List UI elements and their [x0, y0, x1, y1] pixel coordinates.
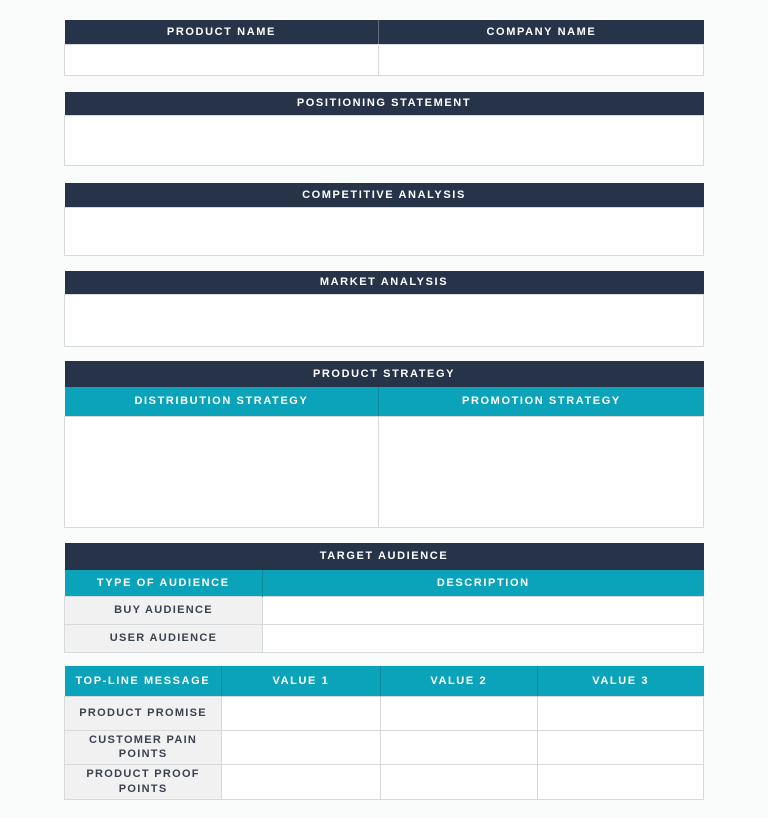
buy-audience-description-cell[interactable] — [263, 597, 704, 625]
user-audience-label: USER AUDIENCE — [65, 625, 263, 653]
competitive-analysis-cell[interactable] — [65, 207, 704, 255]
name-table — [64, 20, 704, 76]
top-line-message-header: TOP-LINE MESSAGE — [65, 666, 222, 696]
market-analysis-cell[interactable] — [65, 295, 704, 347]
competitive-analysis-header: COMPETITIVE ANALYSIS — [65, 183, 704, 207]
product-proof-points-label: PRODUCT PROOF POINTS — [65, 765, 222, 800]
positioning-statement-section — [64, 92, 704, 167]
type-of-audience-header: TYPE OF AUDIENCE — [65, 570, 263, 597]
product-name-cell[interactable] — [65, 44, 379, 75]
market-analysis-section — [64, 271, 704, 348]
product-name-header: PRODUCT NAME — [65, 20, 379, 44]
company-name-cell[interactable] — [379, 44, 704, 75]
user-audience-description-cell[interactable] — [263, 625, 704, 653]
description-header: DESCRIPTION — [263, 570, 704, 597]
market-analysis-header: MARKET ANALYSIS — [65, 271, 704, 295]
customer-pain-points-value-3-cell[interactable] — [537, 730, 703, 765]
product-promise-value-1-cell[interactable] — [222, 696, 380, 730]
value-3-header: VALUE 3 — [537, 666, 703, 696]
message-matrix-section — [64, 666, 704, 800]
promotion-strategy-cell[interactable] — [379, 416, 704, 527]
buy-audience-label: BUY AUDIENCE — [65, 597, 263, 625]
positioning-statement-header: POSITIONING STATEMENT — [65, 92, 704, 116]
target-audience-header: TARGET AUDIENCE — [65, 543, 704, 570]
customer-pain-points-label: CUSTOMER PAIN POINTS — [65, 730, 222, 765]
positioning-statement-cell[interactable] — [65, 116, 704, 166]
product-strategy-section — [64, 361, 704, 528]
product-strategy-header: PRODUCT STRATEGY — [65, 361, 704, 387]
promotion-strategy-header: PROMOTION STRATEGY — [379, 387, 704, 416]
product-promise-value-2-cell[interactable] — [380, 696, 537, 730]
product-proof-points-value-3-cell[interactable] — [537, 765, 703, 800]
value-1-header: VALUE 1 — [222, 666, 380, 696]
competitive-analysis-section — [64, 183, 704, 256]
target-audience-section — [64, 543, 704, 654]
product-promise-value-3-cell[interactable] — [537, 696, 703, 730]
product-promise-label: PRODUCT PROMISE — [65, 696, 222, 730]
distribution-strategy-header: DISTRIBUTION STRATEGY — [65, 387, 379, 416]
customer-pain-points-value-2-cell[interactable] — [380, 730, 537, 765]
customer-pain-points-value-1-cell[interactable] — [222, 730, 380, 765]
company-name-header: COMPANY NAME — [379, 20, 704, 44]
distribution-strategy-cell[interactable] — [65, 416, 379, 527]
value-2-header: VALUE 2 — [380, 666, 537, 696]
product-proof-points-value-1-cell[interactable] — [222, 765, 380, 800]
product-proof-points-value-2-cell[interactable] — [380, 765, 537, 800]
marketing-plan-template — [64, 0, 704, 800]
